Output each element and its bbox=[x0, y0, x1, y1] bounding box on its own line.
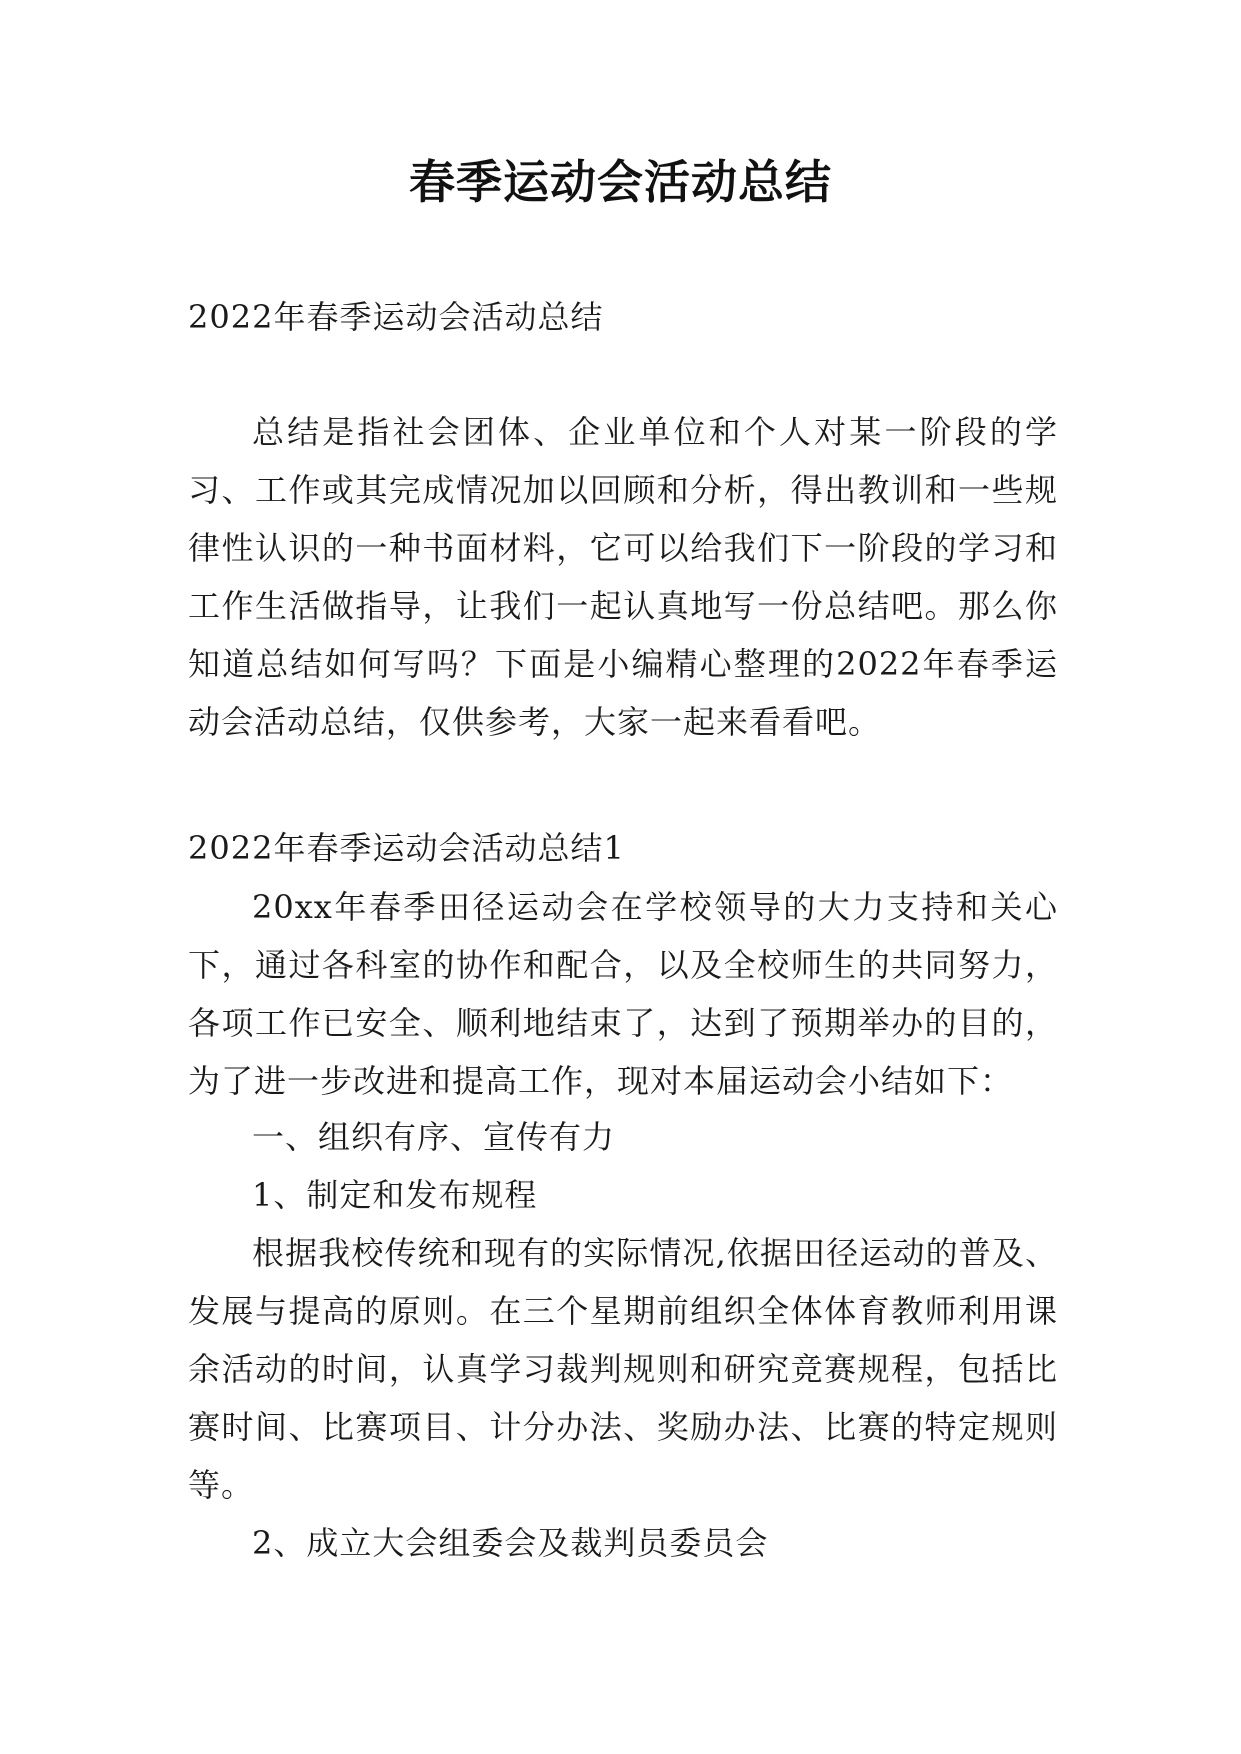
document-subtitle: 2022年春季运动会活动总结 bbox=[188, 298, 604, 336]
intro-paragraph: 总结是指社会团体、企业单位和个人对某一阶段的学习、工作或其完成情况加以回顾和分析，得出教训和一些规律性认识的一种书面材料，它可以给我们下一阶段的学习和工作生活做指导，让我们一起认真地写一份总结吧。那么你知道总结如何写吗？下面是小编精心整理的2022年春季运动会活动总结，仅供参考，大家一起来看看吧。 bbox=[188, 413, 1058, 741]
subsection-heading: 一、组织有序、宣传有力 bbox=[252, 1118, 616, 1156]
subsection-item-heading: 2、成立大会组委会及裁判员委员会 bbox=[252, 1524, 769, 1562]
subsection-item-heading: 1、制定和发布规程 bbox=[252, 1176, 538, 1214]
body-paragraph: 根据我校传统和现有的实际情况,依据田径运动的普及、发展与提高的原则。在三个星期前组织全体体育教师利用课余活动的时间，认真学习裁判规则和研究竞赛规程，包括比赛时间、比赛项目、计分办法、奖励办法、比赛的特定规则等。 bbox=[188, 1234, 1058, 1504]
document-title: 春季运动会活动总结 bbox=[409, 155, 832, 209]
section-heading: 2022年春季运动会活动总结1 bbox=[188, 829, 625, 867]
body-paragraph: 20xx年春季田径运动会在学校领导的大力支持和关心下，通过各科室的协作和配合，以及全校师生的共同努力，各项工作已安全、顺利地结束了，达到了预期举办的目的，为了进一步改进和提高工作，现对本届运动会小结如下： bbox=[188, 888, 1058, 1100]
